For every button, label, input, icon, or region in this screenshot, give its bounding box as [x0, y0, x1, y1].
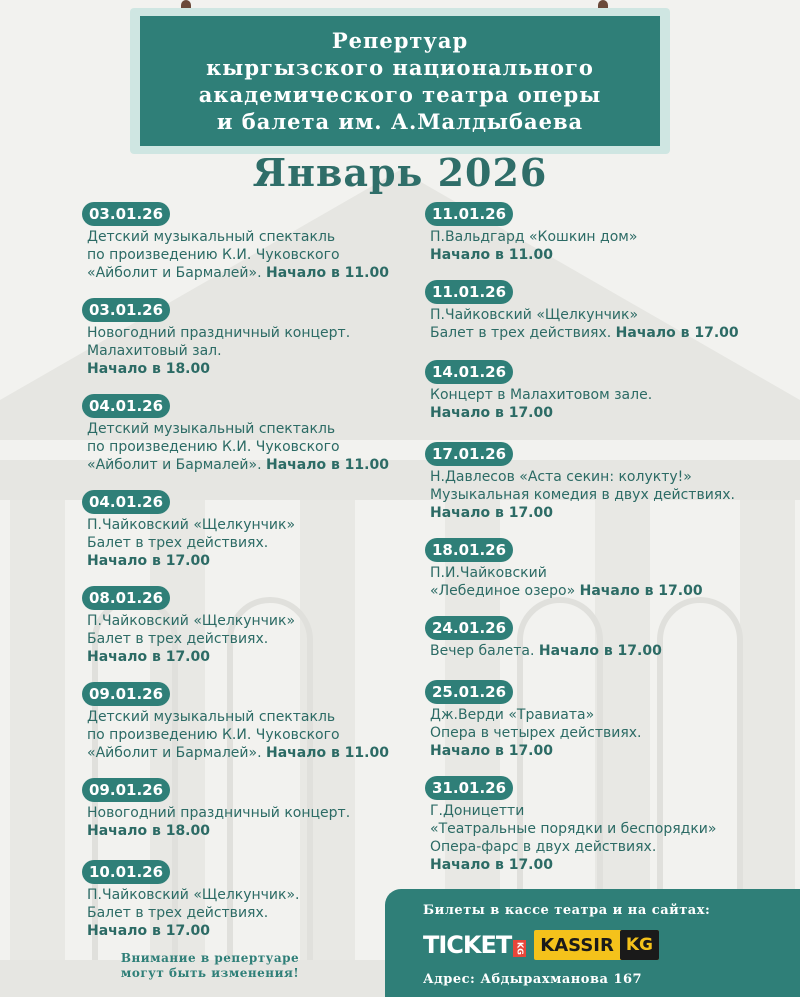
- event-start-time: Начало в 17.00: [538, 643, 662, 659]
- header-sign: [130, 8, 670, 154]
- ticket-logos: [423, 930, 800, 960]
- event-line: П.И.Чайковский: [430, 565, 547, 581]
- event-item: [425, 680, 641, 760]
- event-start-line: [430, 404, 652, 422]
- event-line: Музыкальная комедия в двух действиях.: [430, 487, 735, 503]
- event-date-badge: 03.01.26: [82, 202, 170, 226]
- event-line: Опера-фарс в двух действиях.: [430, 839, 657, 855]
- schedule-change-warning: [80, 951, 340, 981]
- kassir-logo-kg: KG: [620, 930, 659, 960]
- event-description: [82, 886, 300, 940]
- event-line: Детский музыкальный спектакль: [87, 421, 336, 437]
- event-item: [425, 616, 662, 660]
- event-description: [82, 612, 295, 666]
- event-start-line: [87, 456, 389, 474]
- event-date-badge: 14.01.26: [425, 360, 513, 384]
- event-start-time: Начало в 17.00: [87, 649, 210, 665]
- event-start-line: [87, 744, 389, 762]
- event-description: [425, 468, 735, 522]
- event-line: «Театральные порядки и беспорядки»: [430, 821, 717, 837]
- warning-line: Внимание в репертуаре: [120, 951, 300, 965]
- event-item: [82, 202, 389, 282]
- event-start-line: [87, 648, 295, 666]
- kassir-kg-logo[interactable]: [534, 930, 659, 960]
- header-title-line: академического театра оперы: [198, 82, 602, 107]
- event-description: [425, 642, 662, 660]
- event-line: Детский музыкальный спектакль: [87, 229, 336, 245]
- ticket-kg-logo[interactable]: [423, 931, 526, 959]
- event-start-line: [430, 324, 739, 342]
- event-date-badge: 04.01.26: [82, 490, 170, 514]
- header-title-line: и балета им. А.Малдыбаева: [216, 109, 584, 134]
- event-line: П.Чайковский «Щелкунчик»: [87, 517, 296, 533]
- event-date-badge: 17.01.26: [425, 442, 513, 466]
- event-start-line: [430, 856, 716, 874]
- event-date-badge: 10.01.26: [82, 860, 170, 884]
- event-line: по произведению К.И. Чуковского: [87, 247, 340, 263]
- warning-line: могут быть изменения!: [120, 966, 300, 980]
- event-description: [82, 228, 389, 282]
- event-line: Опера в четырех действиях.: [430, 725, 642, 741]
- event-start-line: [87, 360, 350, 378]
- tickets-panel: [385, 889, 800, 997]
- header-title-line: Репертуар: [331, 28, 469, 53]
- event-line: Детский музыкальный спектакль: [87, 709, 336, 725]
- event-start-time: Начало в 18.00: [87, 823, 210, 839]
- event-line: Г.Доницетти: [430, 803, 525, 819]
- event-item: [425, 360, 652, 422]
- month-title: Январь 2026: [252, 150, 548, 195]
- event-start-time: Начало в 17.00: [87, 923, 210, 939]
- event-description: [425, 802, 716, 874]
- event-date-badge: 08.01.26: [82, 586, 170, 610]
- event-start-line: [87, 922, 300, 940]
- event-start-time: Начало в 18.00: [87, 361, 210, 377]
- event-item: [425, 280, 739, 342]
- event-line: Новогодний праздничный концерт.: [87, 805, 351, 821]
- event-date-badge: 24.01.26: [425, 616, 513, 640]
- event-date-badge: 03.01.26: [82, 298, 170, 322]
- event-description: [425, 386, 652, 422]
- ticket-logo-word: TICKET: [423, 931, 512, 959]
- event-start-line: [87, 822, 350, 840]
- event-description: [82, 420, 389, 474]
- event-line: Балет в трех действиях.: [430, 325, 612, 341]
- header-sign-inner: [140, 16, 660, 146]
- event-line: по произведению К.И. Чуковского: [87, 727, 340, 743]
- event-item: [82, 394, 389, 474]
- event-start-line: [430, 582, 703, 600]
- event-item: [82, 860, 300, 940]
- event-start-line: [87, 264, 389, 282]
- event-line: Балет в трех действиях.: [87, 905, 269, 921]
- event-start-time: Начало в 17.00: [615, 325, 739, 341]
- event-item: [425, 776, 716, 874]
- header-title-line: кыргызского национального: [206, 55, 594, 80]
- event-date-badge: 18.01.26: [425, 538, 513, 562]
- event-line: Н.Давлесов «Аста секин: колукту!»: [430, 469, 692, 485]
- event-description: [82, 708, 389, 762]
- event-item: [82, 298, 350, 378]
- event-start-time: Начало в 11.00: [265, 745, 389, 761]
- kassir-logo-word: KASSIR: [540, 934, 614, 956]
- event-item: [425, 202, 637, 264]
- event-start-line: [430, 742, 641, 760]
- event-line: «Лебединое озеро»: [430, 583, 576, 599]
- event-line: Малахитовый зал.: [87, 343, 222, 359]
- event-item: [425, 442, 735, 522]
- tickets-title: Билеты в кассе театра и на сайтах:: [423, 903, 711, 918]
- event-date-badge: 09.01.26: [82, 778, 170, 802]
- event-line: Балет в трех действиях.: [87, 535, 269, 551]
- event-line: П.Чайковский «Щелкунчик»: [87, 613, 296, 629]
- event-line: Балет в трех действиях.: [87, 631, 269, 647]
- event-date-badge: 11.01.26: [425, 202, 513, 226]
- event-item: [82, 778, 350, 840]
- event-start-time: Начало в 17.00: [430, 857, 553, 873]
- event-date-badge: 04.01.26: [82, 394, 170, 418]
- event-item: [82, 682, 389, 762]
- event-line: «Айболит и Бармалей».: [87, 745, 262, 761]
- event-start-line: [87, 552, 295, 570]
- event-item: [82, 490, 295, 570]
- event-description: [425, 228, 637, 264]
- event-start-time: Начало в 17.00: [579, 583, 703, 599]
- event-start-line: [430, 642, 662, 660]
- event-start-time: Начало в 17.00: [87, 553, 210, 569]
- event-item: [82, 586, 295, 666]
- event-description: [425, 306, 739, 342]
- event-description: [82, 324, 350, 378]
- theatre-address: Адрес: Абдырахманова 167: [423, 972, 643, 987]
- event-start-time: Начало в 11.00: [430, 247, 553, 263]
- event-start-time: Начало в 17.00: [430, 743, 553, 759]
- event-line: П.Чайковский «Щелкунчик».: [87, 887, 300, 903]
- event-start-time: Начало в 17.00: [430, 405, 553, 421]
- event-start-time: Начало в 17.00: [430, 505, 553, 521]
- event-description: [82, 804, 350, 840]
- event-start-time: Начало в 11.00: [265, 265, 389, 281]
- event-item: [425, 538, 703, 600]
- event-date-badge: 09.01.26: [82, 682, 170, 706]
- event-start-line: [430, 246, 637, 264]
- event-line: «Айболит и Бармалей».: [87, 457, 262, 473]
- event-description: [425, 706, 641, 760]
- event-line: Вечер балета.: [430, 643, 535, 659]
- event-date-badge: 25.01.26: [425, 680, 513, 704]
- event-line: П.Вальдгард «Кошкин дом»: [430, 229, 638, 245]
- event-line: Концерт в Малахитовом зале.: [430, 387, 653, 403]
- ticket-logo-kg: KG: [515, 942, 525, 955]
- event-start-line: [430, 504, 735, 522]
- event-line: Новогодний праздничный концерт.: [87, 325, 351, 341]
- event-line: Дж.Верди «Травиата»: [430, 707, 595, 723]
- event-description: [425, 564, 703, 600]
- event-description: [82, 516, 295, 570]
- event-line: по произведению К.И. Чуковского: [87, 439, 340, 455]
- event-date-badge: 11.01.26: [425, 280, 513, 304]
- event-start-time: Начало в 11.00: [265, 457, 389, 473]
- event-date-badge: 31.01.26: [425, 776, 513, 800]
- event-line: П.Чайковский «Щелкунчик»: [430, 307, 639, 323]
- event-line: «Айболит и Бармалей».: [87, 265, 262, 281]
